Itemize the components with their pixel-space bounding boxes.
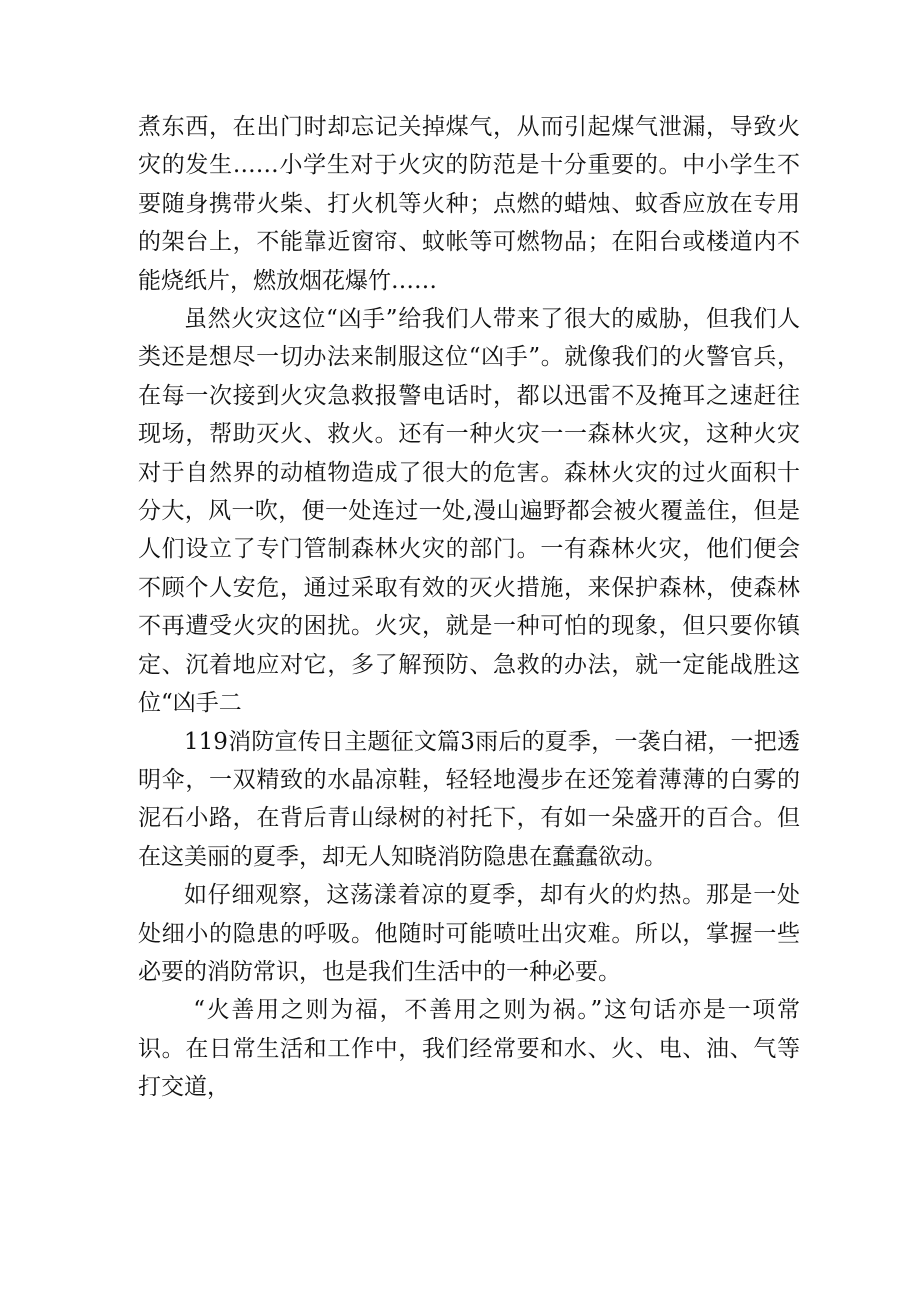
paragraph-fire-murderer: 虽然火灾这位“凶手”给我们人带来了很大的威胁，但我们人类还是想尽一切办法来制服这位“凶手”。就像我们的火警官兵，在每一次接到火灾急救报警电话时，都以迅雷不及掩耳之速赶往现场，帮助灭火、救火。还有一种火灾一一森林火灾，这种火灾对于自然界的动植物造成了很大的危害。森林火灾的过火面积十分大，风一吹，便一处连过一处,漫山遍野都会被火覆盖住，但是人们设立了专门管制森林火灾的部门。一有森林火灾，他们便会不顾个人安危，通过采取有效的灭火措施，来保护森林，使森林不再遭受火灾的困扰。火灾，就是一种可怕的现象，但只要你镇定、沉着地应对它，多了解预防、急救的办法，就一定能战胜这位“凶手二 bbox=[138, 306, 800, 717]
paragraph-essay-3-summer: 119消防宣传日主题征文篇3雨后的夏季，一袭白裙，一把透明伞，一双精致的水晶凉鞋，轻轻地漫步在还笼着薄薄的白雾的泥石小路，在背后青山绿树的衬托下，有如一朵盛开的百合。但在这美丽的夏季，却无人知晓消防隐患在蠢蠢欲动。 bbox=[138, 728, 800, 870]
paragraph-observation: 如仔细观察，这荡漾着凉的夏季，却有火的灼热。那是一处处细小的隐患的呼吸。他随时可能喷吐出灾难。所以，掌握一些必要的消防常识，也是我们生活中的一种必要。 bbox=[138, 882, 800, 985]
paragraph-proverb: “火善用之则为福，不善用之则为祸。”这句话亦是一项常识。在日常生活和工作中，我们经常要和水、火、电、油、气等打交道， bbox=[138, 997, 800, 1101]
document-page bbox=[138, 108, 800, 1107]
paragraph-continuation: 煮东西，在出门时却忘记关掉煤气，从而引起煤气泄漏，导致火灾的发生……小学生对于火灾的防范是十分重要的。中小学生不要随身携带火柴、打火机等火种；点燃的蜡烛、蚊香应放在专用的架台上，不能靠近窗帘、蚊帐等可燃物品；在阳台或楼道内不能烧纸片，燃放烟花爆竹…… bbox=[138, 114, 800, 294]
